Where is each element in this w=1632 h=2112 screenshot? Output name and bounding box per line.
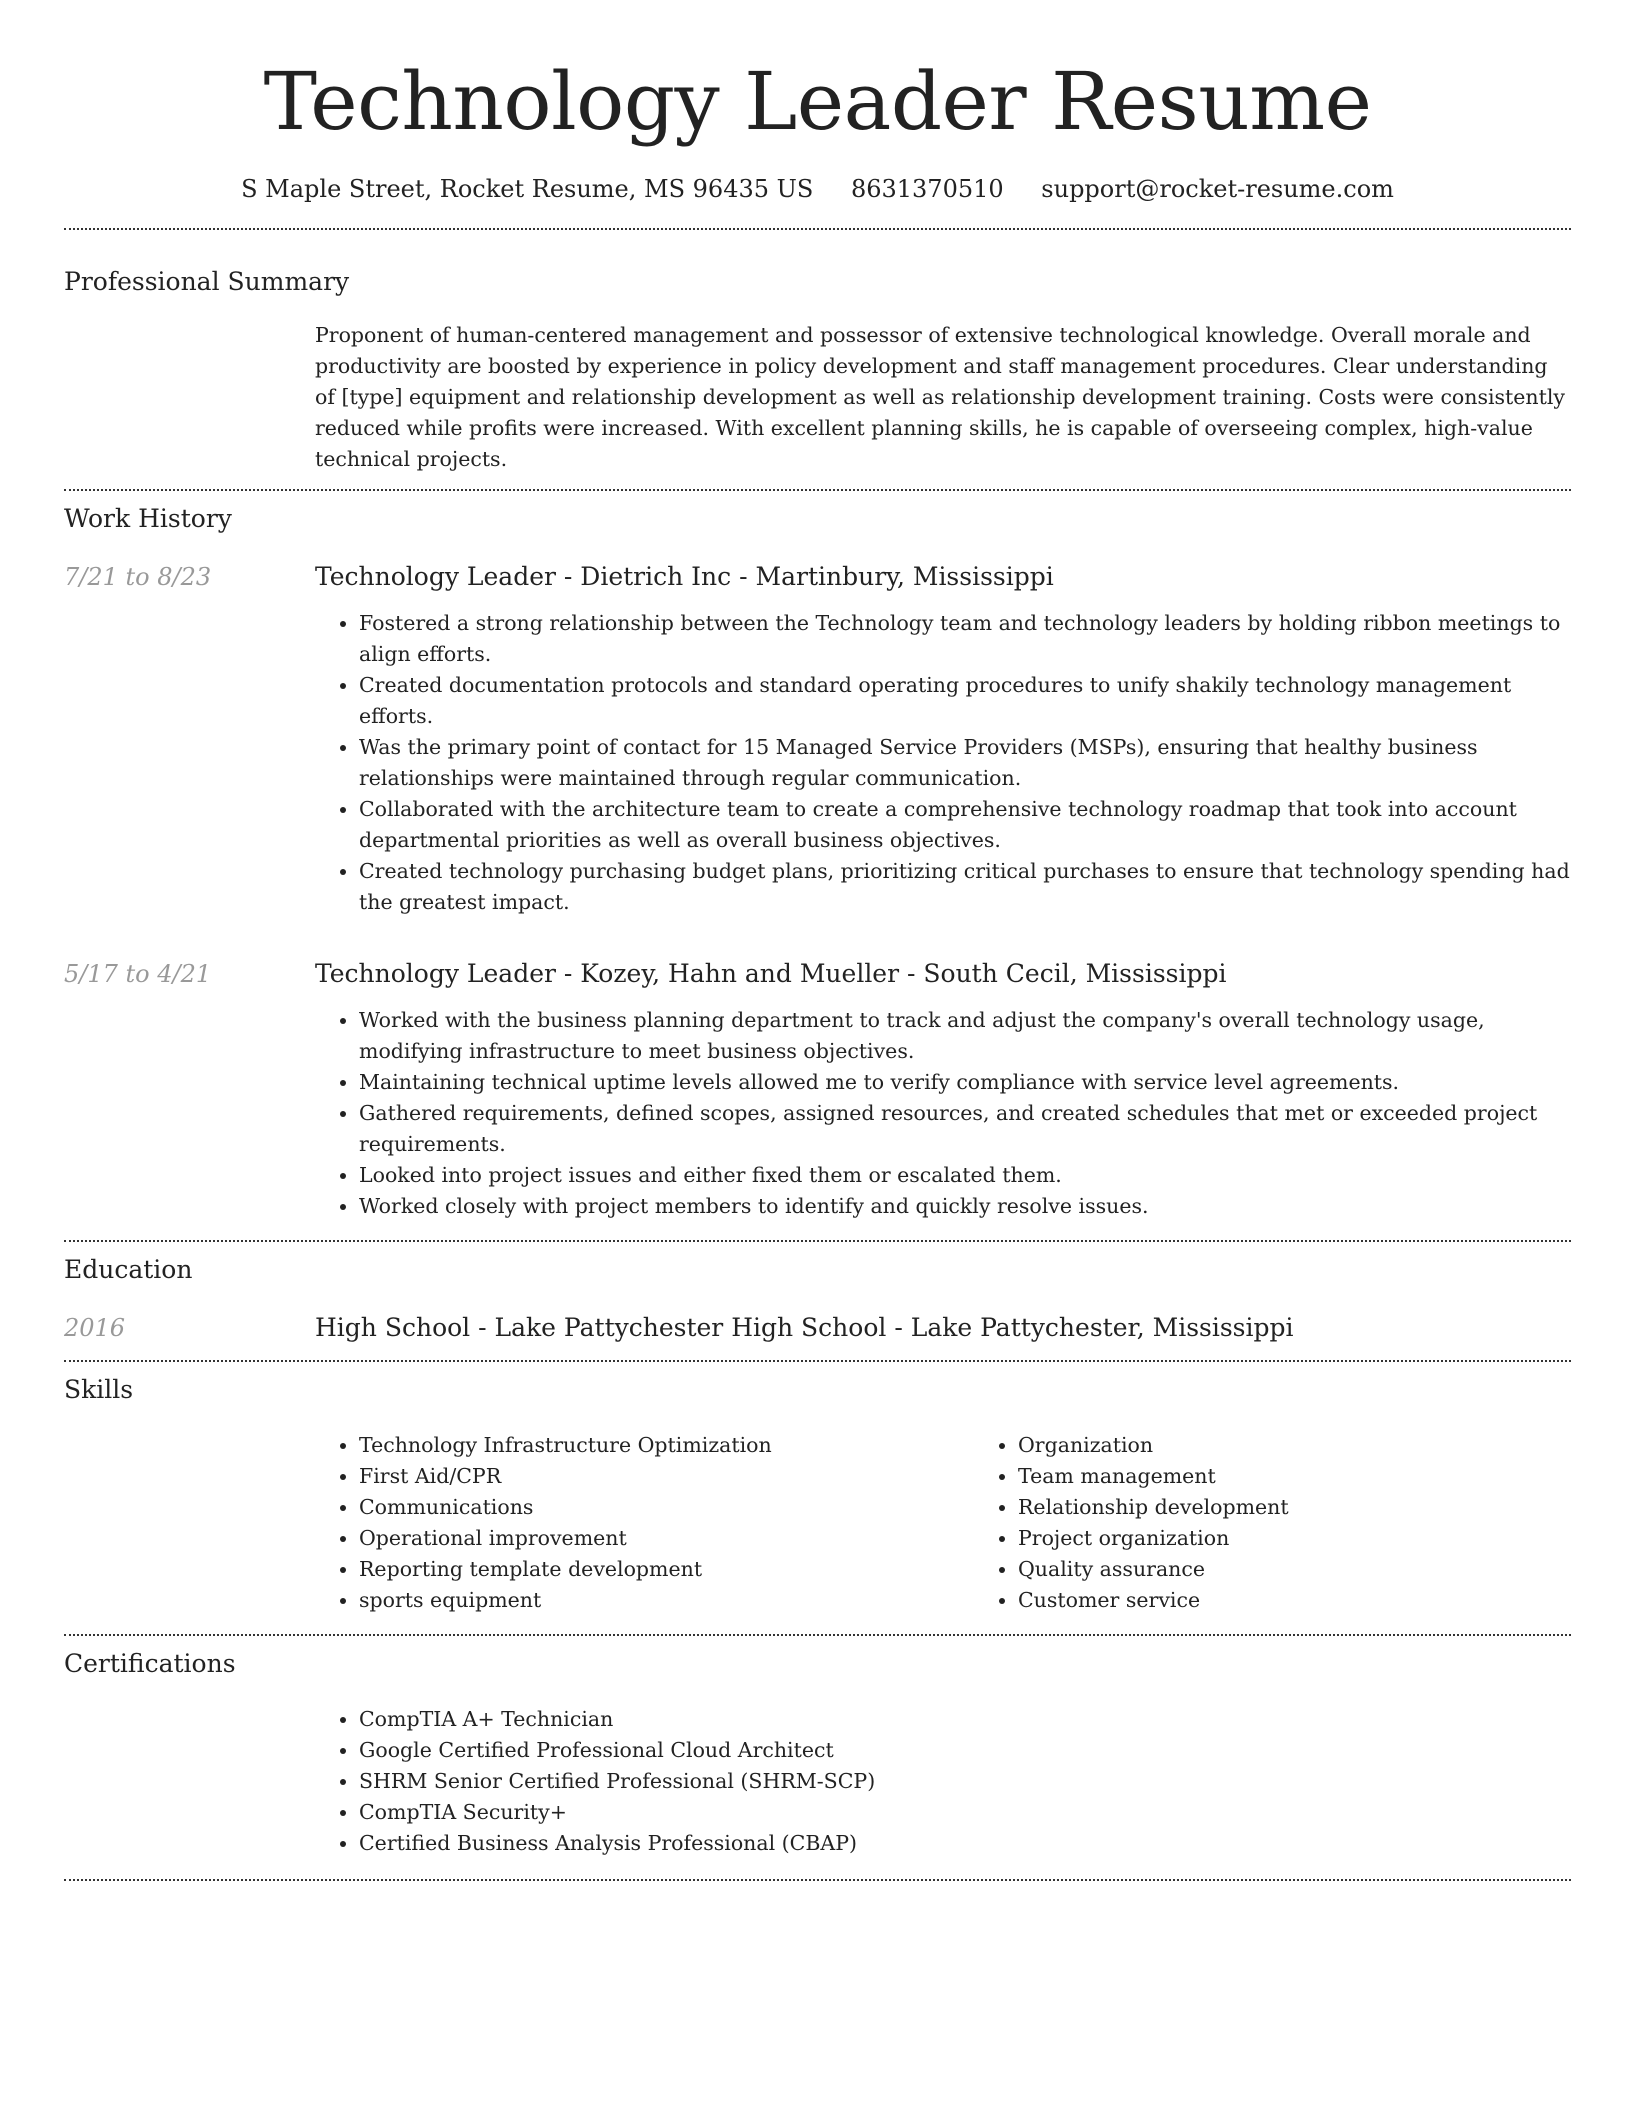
- education-entry: [64, 1312, 1571, 1344]
- contact-email: support@rocket-resume.com: [1041, 175, 1394, 203]
- resume-title: Technology Leader Resume: [263, 55, 1372, 148]
- list-item: • Created documentation protocols and standard operating procedures to unify shakily technology management efforts.: [359, 670, 1571, 732]
- job-entry: [64, 958, 1571, 1222]
- skills-list-right: [974, 1430, 1632, 1616]
- certifications-list: [315, 1704, 1571, 1859]
- education-year: 2016: [64, 1314, 126, 1342]
- list-item: • Project organization: [1018, 1523, 1632, 1554]
- list-item: • Communications: [359, 1492, 974, 1523]
- list-item: • SHRM Senior Certified Professional (SHRM-SCP): [359, 1766, 1571, 1797]
- list-item: • Quality assurance: [1018, 1554, 1632, 1585]
- job-bullets: [315, 1005, 1571, 1222]
- list-item: • CompTIA A+ Technician: [359, 1704, 1571, 1735]
- list-item: • Google Certified Professional Cloud Architect: [359, 1735, 1571, 1766]
- resume-page: [64, 0, 1571, 1881]
- contact-line: [64, 174, 1571, 204]
- work-history-heading: Work History: [64, 504, 232, 533]
- certifications-section: [64, 1636, 1571, 1859]
- job-entry: [64, 561, 1571, 918]
- list-item: • CompTIA Security+: [359, 1797, 1571, 1828]
- job-dates: 7/21 to 8/23: [64, 563, 212, 591]
- skills-list-left: [315, 1430, 974, 1616]
- list-item: • Worked closely with project members to identify and quickly resolve issues.: [359, 1191, 1571, 1222]
- list-item: • Maintaining technical uptime levels allowed me to verify compliance with service level agreements.: [359, 1067, 1571, 1098]
- list-item: • Operational improvement: [359, 1523, 974, 1554]
- job-title: Technology Leader - Dietrich Inc - Martinbury, Mississippi: [315, 562, 1054, 591]
- list-item: • sports equipment: [359, 1585, 974, 1616]
- list-item: • Technology Infrastructure Optimization: [359, 1430, 974, 1461]
- list-item: • First Aid/CPR: [359, 1461, 974, 1492]
- list-item: • Created technology purchasing budget plans, prioritizing critical purchases to ensure that technology spending had the greatest impact.: [359, 856, 1571, 918]
- summary-heading: Professional Summary: [64, 267, 350, 296]
- summary-text: Proponent of human-centered management and possessor of extensive technological knowledge. Overall morale and productivity are boosted by experience in policy development and staff management procedures. Clear understanding of [type] equipment and relationship development as well as relationship development training. Costs were consistently reduced while profits were increased. With excellent planning skills, he is capable of overseeing complex, high-value technical projects.: [315, 323, 1566, 471]
- work-history-section: [64, 491, 1571, 1222]
- divider-certifications: [64, 1879, 1571, 1881]
- education-heading: Education: [64, 1255, 193, 1284]
- contact-address: S Maple Street, Rocket Resume, MS 96435 US: [241, 175, 814, 203]
- education-text: High School - Lake Pattychester High School - Lake Pattychester, Mississippi: [315, 1313, 1294, 1342]
- job-title: Technology Leader - Kozey, Hahn and Mueller - South Cecil, Mississippi: [315, 959, 1227, 988]
- list-item: • Was the primary point of contact for 15 Managed Service Providers (MSPs), ensuring that healthy business relationships were maintained through regular communication.: [359, 732, 1571, 794]
- job-dates: 5/17 to 4/21: [64, 960, 212, 988]
- education-section: [64, 1242, 1571, 1344]
- contact-phone: 8631370510: [850, 175, 1004, 203]
- skills-heading: Skills: [64, 1375, 134, 1404]
- skills-section: [64, 1362, 1571, 1616]
- list-item: • Customer service: [1018, 1585, 1632, 1616]
- list-item: • Certified Business Analysis Professional (CBAP): [359, 1828, 1571, 1859]
- list-item: • Looked into project issues and either fixed them or escalated them.: [359, 1160, 1571, 1191]
- list-item: • Worked with the business planning department to track and adjust the company's overall technology usage, modifying infrastructure to meet business objectives.: [359, 1005, 1571, 1067]
- list-item: • Organization: [1018, 1430, 1632, 1461]
- job-bullets: [315, 608, 1571, 918]
- summary-section: [64, 230, 1571, 475]
- list-item: • Gathered requirements, defined scopes, assigned resources, and created schedules that met or exceeded project requirements.: [359, 1098, 1571, 1160]
- list-item: • Relationship development: [1018, 1492, 1632, 1523]
- list-item: • Fostered a strong relationship between the Technology team and technology leaders by holding ribbon meetings to align efforts.: [359, 608, 1571, 670]
- list-item: • Reporting template development: [359, 1554, 974, 1585]
- certifications-heading: Certifications: [64, 1649, 236, 1678]
- list-item: • Team management: [1018, 1461, 1632, 1492]
- list-item: • Collaborated with the architecture team to create a comprehensive technology roadmap that took into account departmental priorities as well as overall business objectives.: [359, 794, 1571, 856]
